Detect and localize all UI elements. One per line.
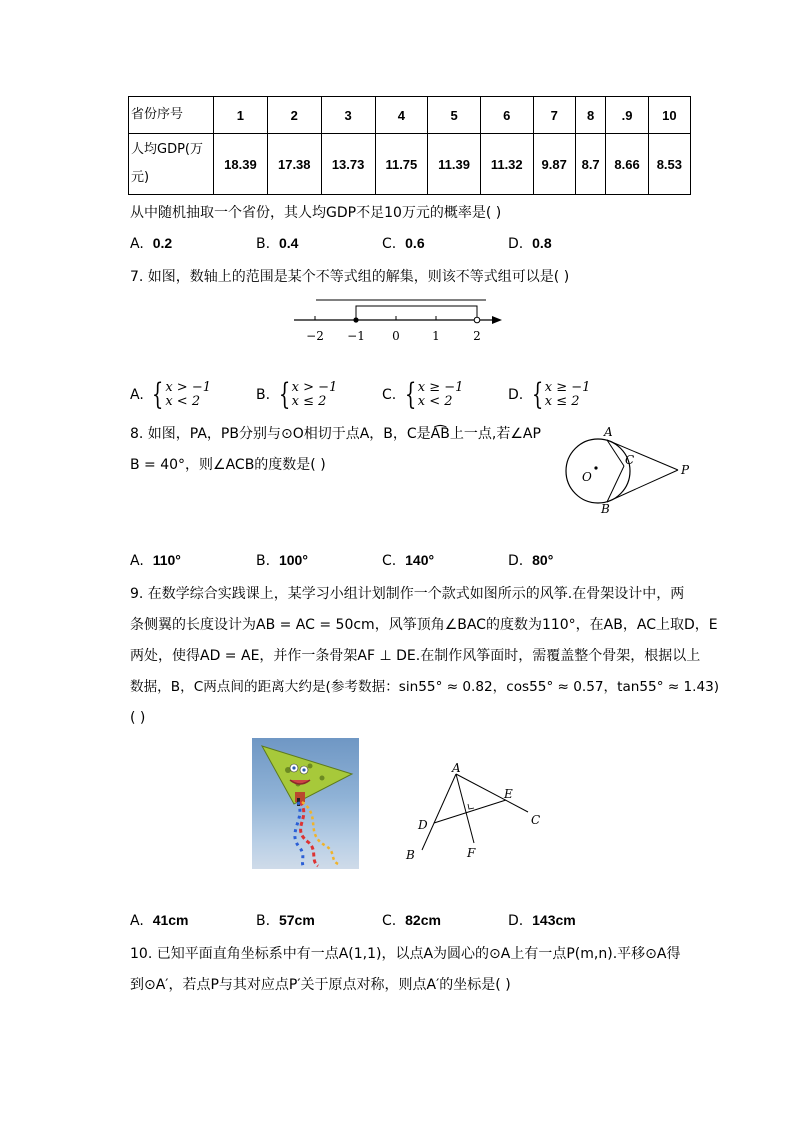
q6-option-c[interactable]	[382, 235, 425, 252]
inequality-system	[148, 377, 211, 412]
center-dot	[594, 466, 597, 469]
gdp-table	[128, 96, 691, 195]
table-cell: 18.39	[214, 134, 268, 195]
q9-line5: ( )	[130, 710, 146, 726]
point-label-d: D	[418, 818, 428, 832]
option-value: 0.6	[405, 235, 425, 251]
option-value: 0.4	[278, 235, 299, 251]
tangent-pb	[607, 470, 678, 502]
q9-option-a[interactable]	[130, 912, 189, 929]
point-label-f: F	[467, 846, 476, 860]
table-cell: 13.73	[321, 134, 375, 195]
inequality-line: x > −1	[291, 380, 338, 395]
inequality-lines	[165, 381, 211, 409]
q10-line2: 到⊙A′，若点P与其对应点P′关于原点对称，则点A′的坐标是( )	[130, 977, 511, 993]
table-cell: 8.66	[606, 134, 648, 195]
option-letter: C.	[382, 236, 397, 252]
axis-label: 0	[392, 329, 400, 343]
option-value: 57cm	[278, 912, 315, 928]
option-letter: C.	[382, 913, 397, 929]
point-label-c: C	[531, 813, 541, 827]
table-cell: 3	[321, 97, 375, 134]
q9-option-d[interactable]	[508, 912, 576, 929]
option-value: 82cm	[405, 912, 441, 928]
table-cell: 17.38	[267, 134, 321, 195]
row-label-line1: 人均GDP(万	[131, 142, 203, 157]
inequality-system	[401, 377, 464, 412]
q7-option-c[interactable]	[382, 377, 464, 412]
option-value: 80°	[532, 552, 554, 568]
row-label-line2: 元)	[131, 170, 150, 185]
table-cell: 5	[428, 97, 481, 134]
number-line-figure	[290, 294, 505, 346]
inequality-line: x ≥ −1	[544, 380, 591, 395]
q8-option-d[interactable]	[508, 552, 553, 569]
point-label-a: A	[452, 762, 461, 775]
option-letter: D.	[508, 387, 524, 403]
table-cell: 2	[267, 97, 321, 134]
inequality-system	[528, 377, 591, 412]
q7-option-d[interactable]	[508, 377, 591, 412]
option-letter: A.	[130, 553, 144, 569]
table-cell: 8.7	[575, 134, 606, 195]
brace-icon: {	[152, 377, 164, 412]
q9-line4: 数据，B，C两点间的距离大约是(参考数据：sin55° ≈ 0.82，cos55° ≈ 0.57，tan55° ≈ 1.43)	[130, 679, 720, 695]
q8-option-a[interactable]	[130, 552, 181, 569]
table-cell: 11.32	[480, 134, 533, 195]
kite-photo	[252, 738, 359, 869]
kite-tail	[302, 802, 338, 864]
inequality-lines	[292, 381, 338, 409]
option-letter: C.	[382, 387, 397, 403]
q9-line2: 条侧翼的长度设计为AB = AC = 50cm，风筝顶角∠BAC的度数为110°，在AB，AC上取D，E	[130, 617, 718, 633]
axis-arrow-icon	[492, 316, 502, 324]
q10-line1: 10. 已知平面直角坐标系中有一点A(1,1)，以点A为圆心的⊙A上有一点P(m,n).平移⊙A得	[130, 946, 681, 962]
axis-label: −2	[306, 329, 324, 343]
option-value: 143cm	[532, 912, 576, 928]
inequality-line: x > −1	[165, 380, 211, 395]
option-value: 41cm	[152, 912, 189, 928]
inequality-lines	[545, 381, 591, 409]
q8-option-c[interactable]	[382, 552, 434, 569]
closed-endpoint	[353, 317, 358, 322]
table-cell: 7	[533, 97, 575, 134]
option-letter: A.	[130, 913, 144, 929]
table-cell: 1	[214, 97, 268, 134]
option-letter: B.	[256, 236, 271, 252]
circle-o	[566, 439, 630, 503]
kite-sail	[262, 746, 352, 804]
brace-icon: {	[531, 377, 543, 412]
table-row	[129, 97, 691, 134]
option-value: 100°	[278, 552, 308, 568]
point-label-b: B	[601, 502, 610, 516]
option-letter: A.	[130, 236, 144, 252]
option-letter: B.	[256, 387, 271, 403]
option-letter: C.	[382, 553, 397, 569]
inequality-line: x < 2	[417, 394, 453, 409]
option-value: 0.2	[152, 235, 173, 251]
point-label-a: A	[604, 425, 613, 439]
point-label-c: C	[625, 453, 635, 467]
kite-pupil	[292, 766, 295, 769]
table-cell: 6	[480, 97, 533, 134]
q9-option-b[interactable]	[256, 912, 315, 929]
table-cell: 4	[375, 97, 428, 134]
table-header-label: 省份序号	[129, 97, 214, 134]
table-cell: .9	[606, 97, 648, 134]
point-label-o: O	[582, 470, 592, 484]
table-cell: 9.87	[533, 134, 575, 195]
q6-option-b[interactable]	[256, 235, 298, 252]
point-label-e: E	[504, 787, 513, 801]
segment-ab	[422, 774, 456, 850]
kite-pupil	[302, 768, 305, 771]
right-angle-mark	[468, 804, 474, 809]
q8-line1: 8. 如图，PA，PB分别与⊙O相切于点A，B，C是A͡B上一点,若∠AP	[130, 426, 541, 442]
kite-illustration	[252, 738, 359, 869]
q6-option-d[interactable]	[508, 235, 552, 252]
option-letter: A.	[130, 387, 144, 403]
tangent-pa	[607, 440, 678, 470]
option-letter: D.	[508, 236, 524, 252]
axis-label: 1	[432, 329, 440, 343]
q7-option-a[interactable]	[130, 377, 211, 412]
option-letter: D.	[508, 913, 524, 929]
segment-bc	[607, 466, 624, 502]
inequality-system	[275, 377, 338, 412]
axis-label: 2	[473, 329, 481, 343]
table-row	[129, 134, 691, 195]
axis-label: −1	[347, 329, 365, 343]
point-label-p: P	[681, 463, 690, 477]
q9-option-c[interactable]	[382, 912, 441, 929]
inequality-line: x < 2	[165, 394, 201, 409]
q6-option-a[interactable]	[130, 235, 172, 252]
table-cell: 11.75	[375, 134, 428, 195]
option-value: 140°	[405, 552, 435, 568]
inequality-lines	[418, 381, 464, 409]
option-letter: D.	[508, 553, 524, 569]
brace-icon: {	[278, 377, 290, 412]
brace-icon: {	[404, 377, 416, 412]
table-cell: 8	[575, 97, 606, 134]
table-cell: 11.39	[428, 134, 481, 195]
point-label-b: B	[406, 848, 415, 862]
option-letter: B.	[256, 913, 271, 929]
table-cell: 8.53	[648, 134, 690, 195]
range-bracket	[356, 306, 477, 320]
option-value: 0.8	[532, 235, 552, 251]
q8-option-b[interactable]	[256, 552, 308, 569]
kite-spot	[308, 764, 313, 769]
q7-text: 7. 如图，数轴上的范围是某个不等式组的解集，则该不等式组可以是( )	[130, 269, 570, 285]
tangent-circle-figure	[560, 424, 695, 516]
q8-line2: B = 40°，则∠ACB的度数是( )	[130, 457, 326, 473]
q7-option-b[interactable]	[256, 377, 338, 412]
inequality-line: x ≤ 2	[544, 394, 580, 409]
q9-line3: 两处，使得AD = AE，并作一条骨架AF ⊥ DE.在制作风筝面时，需覆盖整个骨架，根据以上	[130, 648, 701, 664]
segment-ac	[456, 774, 528, 812]
kite-geometry-figure	[400, 762, 550, 864]
q9-line1: 9. 在数学综合实践课上，某学习小组计划制作一个款式如图所示的风筝.在骨架设计中，两	[130, 586, 685, 602]
q6-text: 从中随机抽取一个省份，其人均GDP不足10万元的概率是( )	[130, 205, 502, 221]
option-letter: B.	[256, 553, 271, 569]
segment-de	[434, 800, 506, 823]
table-row-label	[129, 134, 214, 195]
open-endpoint	[474, 317, 480, 323]
option-value: 110°	[152, 552, 181, 568]
inequality-line: x ≥ −1	[417, 380, 464, 395]
inequality-line: x ≤ 2	[291, 394, 327, 409]
kite-spot	[320, 776, 325, 781]
table-cell: 10	[648, 97, 690, 134]
